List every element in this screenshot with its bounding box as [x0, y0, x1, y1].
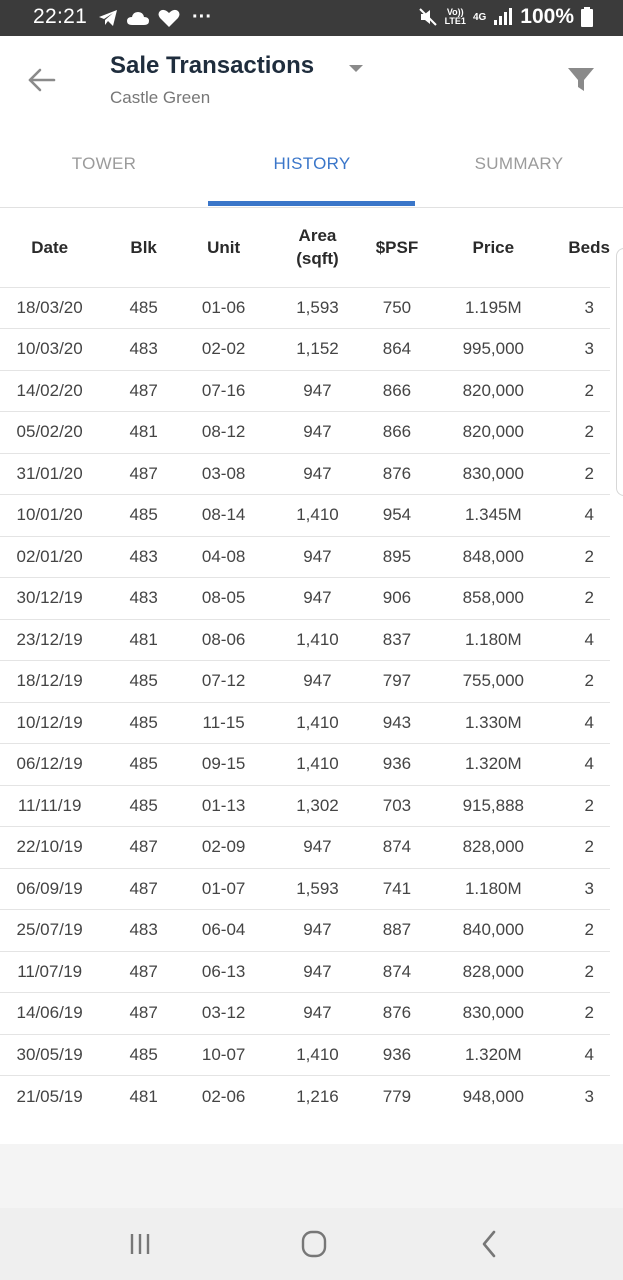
cell-beds: 3 — [568, 868, 610, 910]
home-icon — [296, 1226, 332, 1262]
column-header-area[interactable] — [259, 208, 375, 287]
cell-date: 10/03/20 — [0, 329, 99, 371]
table-row[interactable] — [0, 412, 610, 454]
cell-unit: 08-14 — [188, 495, 259, 537]
cell-price: 830,000 — [418, 993, 568, 1035]
cell-psf: 703 — [376, 785, 419, 827]
cell-unit: 01-06 — [188, 287, 259, 329]
cell-beds: 4 — [568, 495, 610, 537]
cell-psf: 954 — [376, 495, 419, 537]
cell-date: 06/09/19 — [0, 868, 99, 910]
cell-psf: 837 — [376, 619, 419, 661]
back-button[interactable] — [24, 62, 60, 98]
table-header-row — [0, 208, 610, 287]
system-nav-bar — [0, 1208, 623, 1280]
cell-blk: 485 — [99, 495, 188, 537]
cell-beds: 2 — [568, 370, 610, 412]
cell-price: 915,888 — [418, 785, 568, 827]
cell-price: 830,000 — [418, 453, 568, 495]
cell-date: 10/12/19 — [0, 702, 99, 744]
cell-area: 947 — [259, 412, 375, 454]
filter-button[interactable] — [566, 65, 596, 95]
cell-price: 1.345M — [418, 495, 568, 537]
cell-unit: 10-07 — [188, 1034, 259, 1076]
cell-area: 947 — [259, 827, 375, 869]
cell-area: 947 — [259, 370, 375, 412]
cell-unit: 06-04 — [188, 910, 259, 952]
project-subtitle: Castle Green — [110, 88, 211, 107]
cell-unit: 08-05 — [188, 578, 259, 620]
back-nav-icon — [472, 1226, 508, 1262]
cell-beds: 2 — [568, 951, 610, 993]
cell-area: 947 — [259, 578, 375, 620]
cell-price: 1.330M — [418, 702, 568, 744]
cell-blk: 483 — [99, 578, 188, 620]
cell-psf: 874 — [376, 951, 419, 993]
cell-area: 1,152 — [259, 329, 375, 371]
table-row[interactable] — [0, 993, 610, 1035]
cell-date: 31/01/20 — [0, 453, 99, 495]
cell-unit: 08-06 — [188, 619, 259, 661]
cell-price: 1.180M — [418, 619, 568, 661]
cell-unit: 04-08 — [188, 536, 259, 578]
cell-psf: 936 — [376, 744, 419, 786]
cell-psf: 887 — [376, 910, 419, 952]
table-row[interactable] — [0, 702, 610, 744]
app-header — [0, 36, 623, 136]
active-tab-indicator — [208, 201, 415, 206]
cell-date: 22/10/19 — [0, 827, 99, 869]
signal-icon — [493, 8, 513, 26]
cell-date: 06/12/19 — [0, 744, 99, 786]
cell-unit: 08-12 — [188, 412, 259, 454]
cell-unit: 07-16 — [188, 370, 259, 412]
table-row[interactable] — [0, 329, 610, 371]
cell-date: 23/12/19 — [0, 619, 99, 661]
battery-icon — [581, 7, 593, 27]
cell-area: 947 — [259, 536, 375, 578]
cell-price: 755,000 — [418, 661, 568, 703]
page-title[interactable]: Sale Transactions — [110, 52, 315, 79]
cell-date: 11/11/19 — [0, 785, 99, 827]
cell-blk: 481 — [99, 619, 188, 661]
cell-psf: 906 — [376, 578, 419, 620]
cell-date: 02/01/20 — [0, 536, 99, 578]
column-header-psf[interactable]: $PSF — [375, 237, 419, 257]
cell-blk: 483 — [99, 910, 188, 952]
table-row[interactable] — [0, 910, 610, 952]
volte-indicator: Vo)) LTE1 — [444, 7, 466, 26]
back-nav-button[interactable] — [472, 1226, 508, 1262]
cell-price: 858,000 — [418, 578, 568, 620]
table-row[interactable] — [0, 453, 610, 495]
cell-psf: 876 — [376, 993, 419, 1035]
cell-area: 1,302 — [259, 785, 375, 827]
table-row[interactable] — [0, 287, 610, 329]
column-header-price[interactable]: Price — [472, 237, 515, 257]
cell-blk: 487 — [99, 868, 188, 910]
column-header-unit[interactable]: Unit — [207, 237, 241, 257]
cell-unit: 01-07 — [188, 868, 259, 910]
telegram-icon — [98, 9, 118, 27]
battery-percent: 100% — [520, 5, 574, 28]
cell-psf: 779 — [376, 1076, 419, 1118]
cell-unit: 03-12 — [188, 993, 259, 1035]
table-row[interactable] — [0, 1034, 610, 1076]
network-type: 4G — [472, 11, 487, 23]
cell-blk: 485 — [99, 287, 188, 329]
more-notifications: ··· — [192, 6, 212, 28]
cell-psf: 874 — [376, 827, 419, 869]
cell-psf: 864 — [376, 329, 419, 371]
cell-unit: 07-12 — [188, 661, 259, 703]
cell-blk: 483 — [99, 536, 188, 578]
cell-unit: 11-15 — [188, 702, 259, 744]
cell-price: 1.195M — [418, 287, 568, 329]
table-row[interactable] — [0, 619, 610, 661]
cell-psf: 866 — [376, 370, 419, 412]
cell-price: 1.320M — [418, 744, 568, 786]
notification-icons — [98, 6, 212, 29]
footer-spacer — [0, 1144, 623, 1208]
cell-date: 05/02/20 — [0, 412, 99, 454]
home-button[interactable] — [296, 1226, 332, 1262]
transactions-table-container[interactable] — [0, 208, 623, 1144]
cell-price: 948,000 — [418, 1076, 568, 1118]
cell-area: 1,410 — [259, 1034, 375, 1076]
chevron-down-icon[interactable] — [347, 62, 365, 74]
horizontal-scroll-hint[interactable] — [616, 248, 623, 496]
cell-psf: 943 — [376, 702, 419, 744]
cell-beds: 2 — [568, 785, 610, 827]
cell-beds: 3 — [568, 287, 610, 329]
cell-area: 1,593 — [259, 287, 375, 329]
table-row[interactable] — [0, 578, 610, 620]
table-row[interactable] — [0, 370, 610, 412]
cell-blk: 487 — [99, 827, 188, 869]
table-row[interactable] — [0, 495, 610, 537]
cell-blk: 483 — [99, 329, 188, 371]
cell-area: 1,216 — [259, 1076, 375, 1118]
table-row[interactable] — [0, 785, 610, 827]
cell-blk: 485 — [99, 785, 188, 827]
cell-area: 947 — [259, 910, 375, 952]
cell-psf: 797 — [376, 661, 419, 703]
cell-area: 1,410 — [259, 495, 375, 537]
cell-date: 25/07/19 — [0, 910, 99, 952]
transactions-table — [0, 208, 610, 1117]
cell-price: 820,000 — [418, 370, 568, 412]
cell-psf: 741 — [376, 868, 419, 910]
system-indicators — [418, 5, 593, 29]
cell-unit: 02-09 — [188, 827, 259, 869]
cell-blk: 487 — [99, 993, 188, 1035]
cell-beds: 2 — [568, 412, 610, 454]
cell-area: 947 — [259, 453, 375, 495]
cell-blk: 487 — [99, 951, 188, 993]
cell-blk: 485 — [99, 661, 188, 703]
cell-beds: 2 — [568, 661, 610, 703]
cell-beds: 2 — [568, 993, 610, 1035]
recent-apps-icon — [122, 1226, 158, 1262]
table-body — [0, 287, 610, 1117]
cell-date: 11/07/19 — [0, 951, 99, 993]
cell-blk: 487 — [99, 370, 188, 412]
column-header-area-unit: (sqft) — [296, 249, 339, 269]
cell-date: 10/01/20 — [0, 495, 99, 537]
cell-beds: 2 — [568, 453, 610, 495]
cell-beds: 2 — [568, 910, 610, 952]
cell-beds: 4 — [568, 702, 610, 744]
cell-unit: 06-13 — [188, 951, 259, 993]
cell-area: 947 — [259, 951, 375, 993]
cell-blk: 481 — [99, 412, 188, 454]
mute-icon — [418, 7, 438, 27]
cell-area: 1,410 — [259, 744, 375, 786]
cell-beds: 3 — [568, 1076, 610, 1118]
cell-psf: 936 — [376, 1034, 419, 1076]
cell-price: 820,000 — [418, 412, 568, 454]
cell-beds: 4 — [568, 744, 610, 786]
tab-history[interactable]: HISTORY — [273, 154, 351, 173]
recent-apps-button[interactable] — [122, 1226, 158, 1262]
table-row[interactable] — [0, 536, 610, 578]
status-time: 22:21 — [33, 5, 88, 28]
cell-price: 840,000 — [418, 910, 568, 952]
cell-blk: 485 — [99, 744, 188, 786]
cell-blk: 481 — [99, 1076, 188, 1118]
cell-beds: 4 — [568, 619, 610, 661]
cell-price: 828,000 — [418, 951, 568, 993]
column-header-beds[interactable]: Beds — [568, 237, 610, 257]
cell-psf: 750 — [376, 287, 419, 329]
column-header-blk[interactable]: Blk — [130, 237, 157, 257]
cell-beds: 2 — [568, 536, 610, 578]
cell-unit: 02-02 — [188, 329, 259, 371]
cell-price: 828,000 — [418, 827, 568, 869]
cell-unit: 01-13 — [188, 785, 259, 827]
tab-summary[interactable]: SUMMARY — [474, 154, 564, 173]
cell-blk: 485 — [99, 702, 188, 744]
cell-area: 1,410 — [259, 619, 375, 661]
table-row[interactable] — [0, 744, 610, 786]
table-row[interactable] — [0, 1076, 610, 1118]
column-header-area-label: Area — [298, 226, 337, 246]
cell-beds: 2 — [568, 578, 610, 620]
cell-area: 947 — [259, 993, 375, 1035]
cell-price: 1.320M — [418, 1034, 568, 1076]
cell-beds: 4 — [568, 1034, 610, 1076]
cell-unit: 03-08 — [188, 453, 259, 495]
cell-date: 21/05/19 — [0, 1076, 99, 1118]
cell-date: 18/12/19 — [0, 661, 99, 703]
heart-icon — [158, 8, 180, 28]
cell-date: 18/03/20 — [0, 287, 99, 329]
cell-beds: 2 — [568, 827, 610, 869]
cell-date: 14/06/19 — [0, 993, 99, 1035]
cell-date: 14/02/20 — [0, 370, 99, 412]
column-header-date[interactable]: Date — [31, 237, 69, 257]
cloud-icon — [126, 10, 150, 26]
cell-unit: 09-15 — [188, 744, 259, 786]
cell-psf: 895 — [376, 536, 419, 578]
cell-blk: 487 — [99, 453, 188, 495]
table-row[interactable] — [0, 951, 610, 993]
cell-unit: 02-06 — [188, 1076, 259, 1118]
table-row[interactable] — [0, 868, 610, 910]
cell-area: 947 — [259, 661, 375, 703]
cell-psf: 866 — [376, 412, 419, 454]
cell-beds: 3 — [568, 329, 610, 371]
table-row[interactable] — [0, 827, 610, 869]
tab-tower[interactable]: TOWER — [71, 154, 137, 173]
cell-date: 30/12/19 — [0, 578, 99, 620]
filter-icon — [566, 65, 596, 95]
table-row[interactable] — [0, 661, 610, 703]
cell-price: 848,000 — [418, 536, 568, 578]
cell-area: 1,410 — [259, 702, 375, 744]
cell-price: 995,000 — [418, 329, 568, 371]
status-bar — [0, 0, 623, 36]
cell-area: 1,593 — [259, 868, 375, 910]
cell-psf: 876 — [376, 453, 419, 495]
cell-blk: 485 — [99, 1034, 188, 1076]
cell-date: 30/05/19 — [0, 1034, 99, 1076]
cell-price: 1.180M — [418, 868, 568, 910]
arrow-left-icon — [24, 62, 60, 98]
tab-bar — [0, 136, 623, 208]
